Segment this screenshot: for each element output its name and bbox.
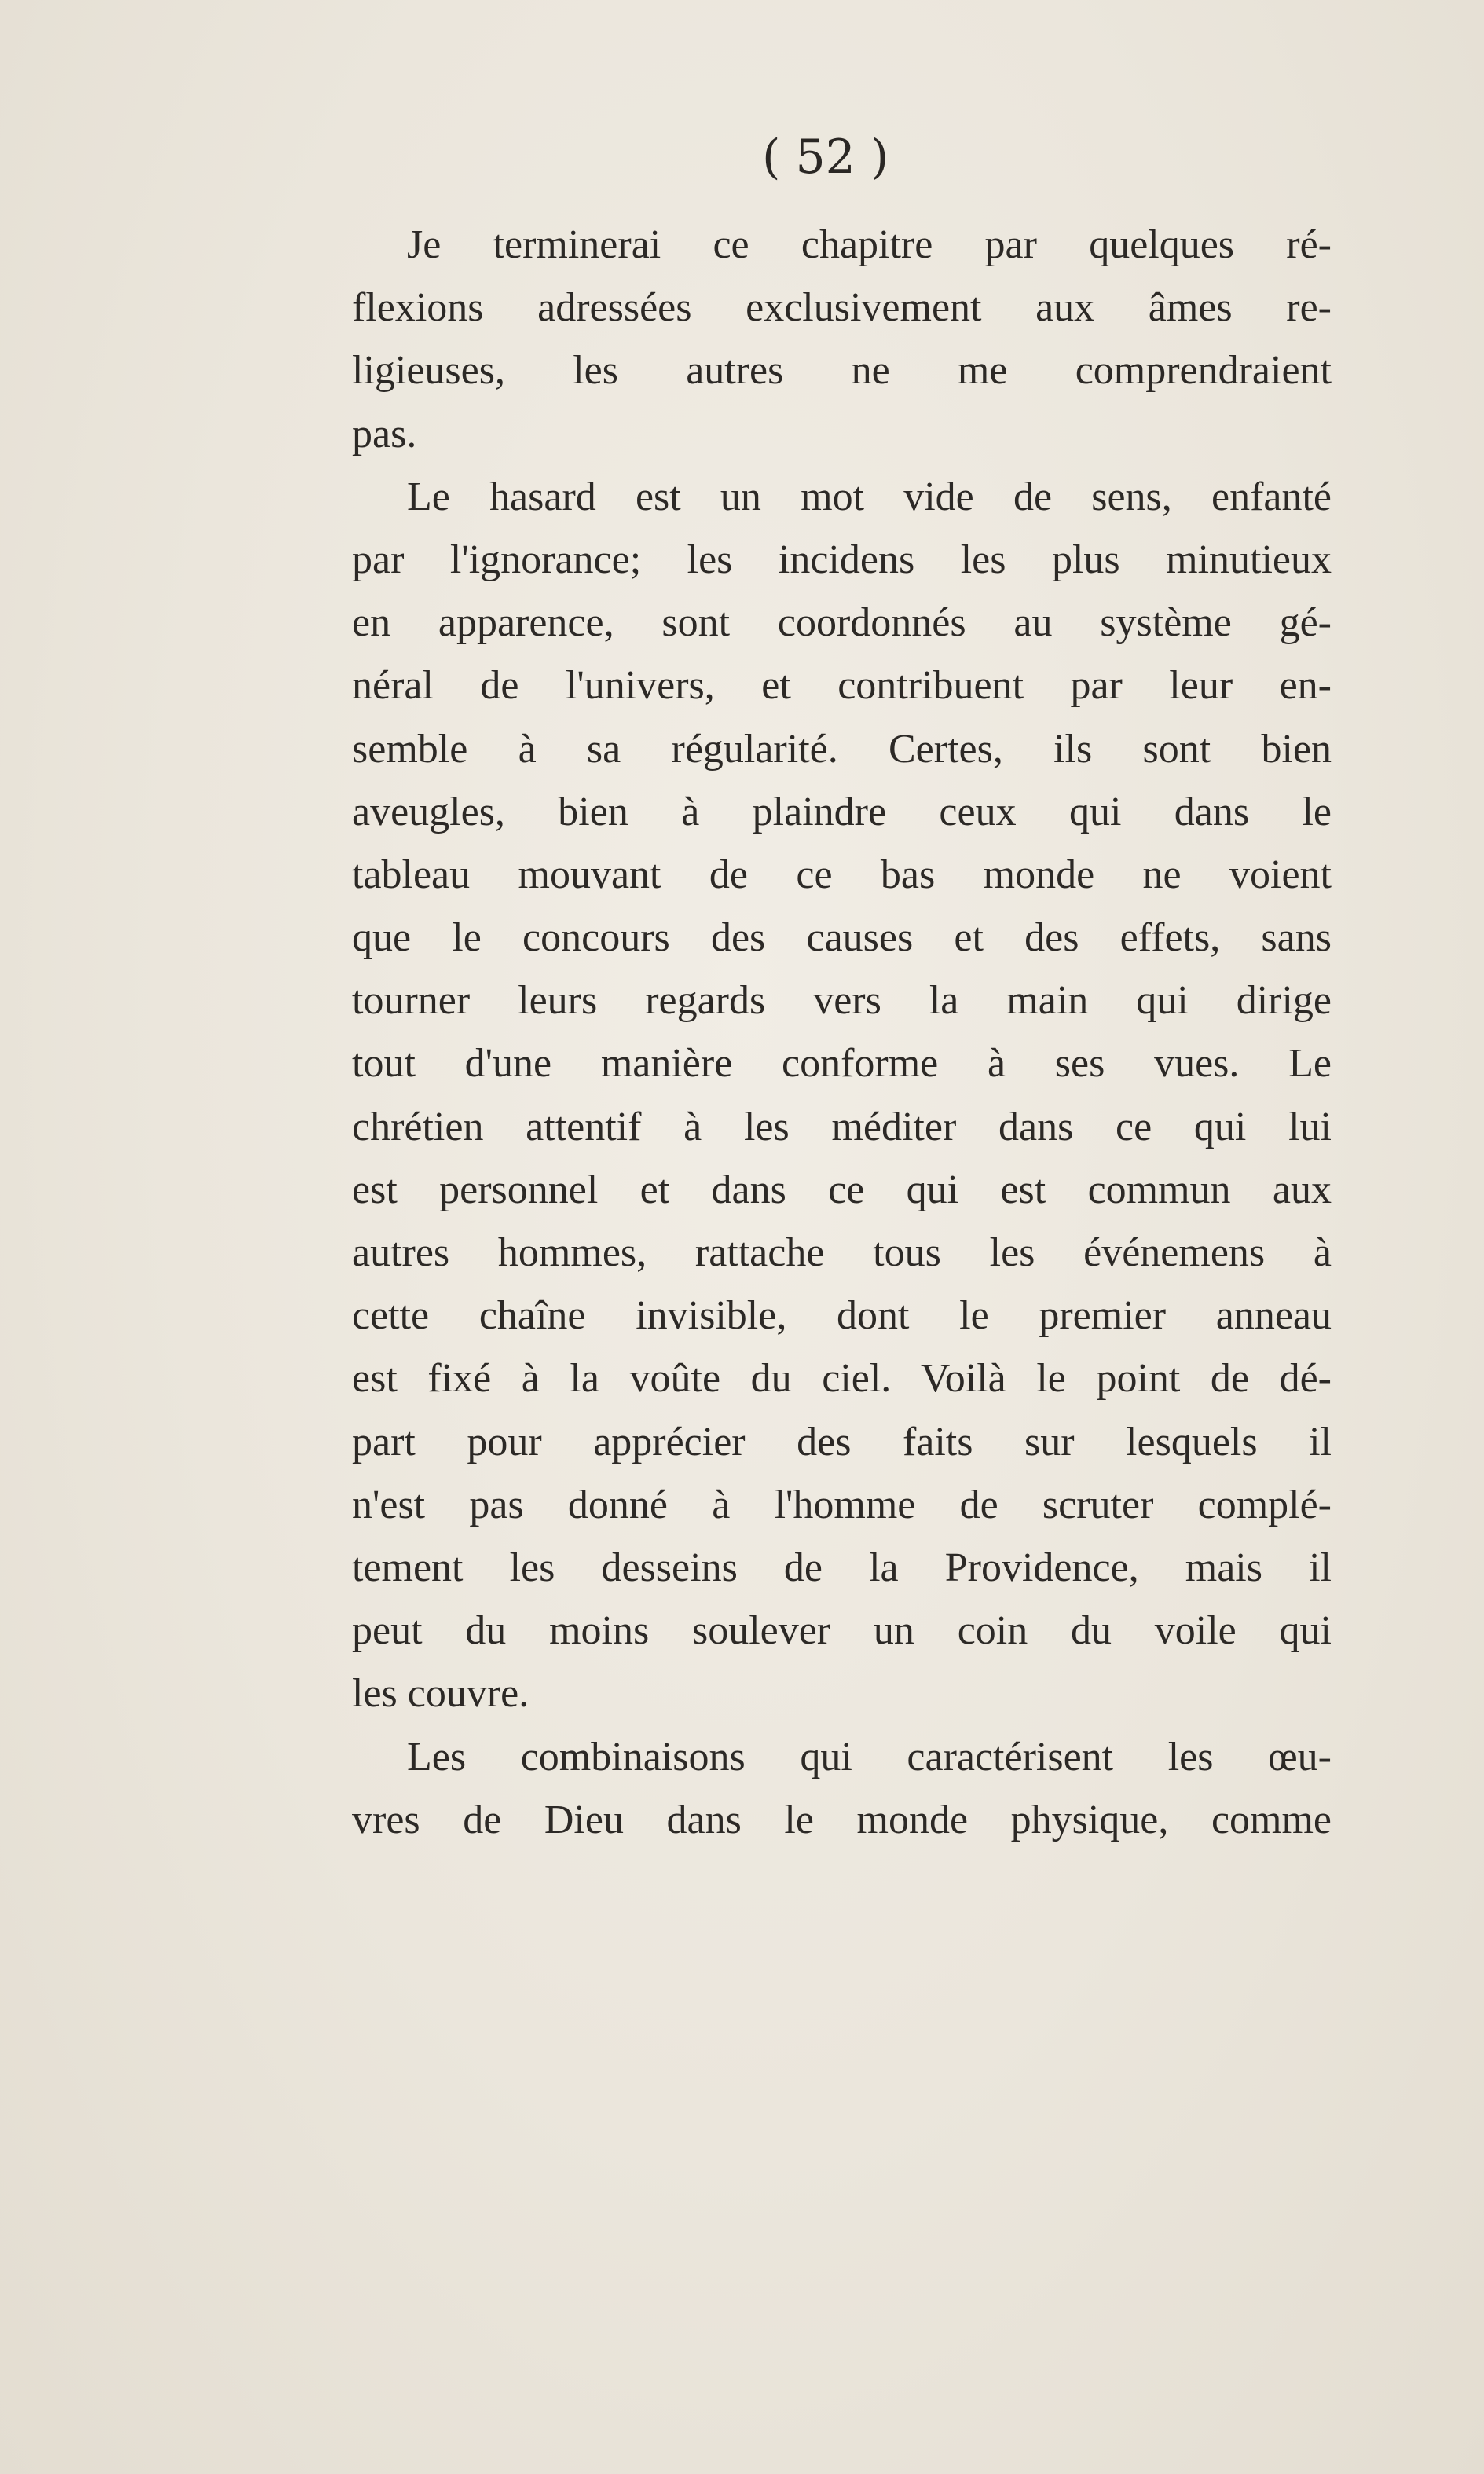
text-line: n'est pas donné à l'homme de scruter complé- bbox=[352, 1482, 1332, 1527]
text-line: par l'ignorance; les incidens les plus minutieux bbox=[352, 537, 1332, 582]
text-line: que le concours des causes et des effets, sans bbox=[352, 915, 1332, 961]
text-line: pas. bbox=[352, 411, 417, 456]
text-line: vres de Dieu dans le monde physique, comme bbox=[352, 1797, 1332, 1842]
text-line: tableau mouvant de ce bas monde ne voient bbox=[352, 852, 1332, 897]
text-line: ligieuses, les autres ne me comprendraient bbox=[352, 348, 1332, 394]
page-text bbox=[352, 214, 1332, 1852]
text-line: part pour apprécier des faits sur lesquels il bbox=[352, 1419, 1332, 1464]
text-line: les couvre. bbox=[352, 1671, 529, 1717]
text-line: cette chaîne invisible, dont le premier anneau bbox=[352, 1293, 1332, 1339]
text-line: tout d'une manière conforme à ses vues. Le bbox=[352, 1041, 1332, 1087]
text-line: tement les desseins de la Providence, mais il bbox=[352, 1545, 1332, 1590]
page-number: ( 52 ) bbox=[762, 130, 889, 185]
text-line: en apparence, sont coordonnés au système gé- bbox=[352, 600, 1332, 646]
text-line: peut du moins soulever un coin du voile qui bbox=[352, 1608, 1332, 1654]
text-line: aveugles, bien à plaindre ceux qui dans le bbox=[352, 789, 1332, 834]
text-line: Les combinaisons qui caractérisent les œu- bbox=[407, 1734, 1332, 1779]
text-line: chrétien attentif à les méditer dans ce qui lui bbox=[352, 1104, 1332, 1149]
text-line: semble à sa régularité. Certes, ils sont bien bbox=[352, 726, 1332, 772]
text-line: Le hasard est un mot vide de sens, enfanté bbox=[407, 474, 1332, 519]
text-line: néral de l'univers, et contribuent par leur en- bbox=[352, 663, 1332, 709]
text-line: autres hommes, rattache tous les événemens à bbox=[352, 1230, 1332, 1275]
text-line: tourner leurs regards vers la main qui dirige bbox=[352, 978, 1332, 1024]
text-line: Je terminerai ce chapitre par quelques ré- bbox=[407, 222, 1332, 267]
text-line: flexions adressées exclusivement aux âmes re- bbox=[352, 285, 1332, 331]
text-line: est fixé à la voûte du ciel. Voilà le point de dé- bbox=[352, 1356, 1332, 1402]
text-line: est personnel et dans ce qui est commun aux bbox=[352, 1167, 1332, 1212]
